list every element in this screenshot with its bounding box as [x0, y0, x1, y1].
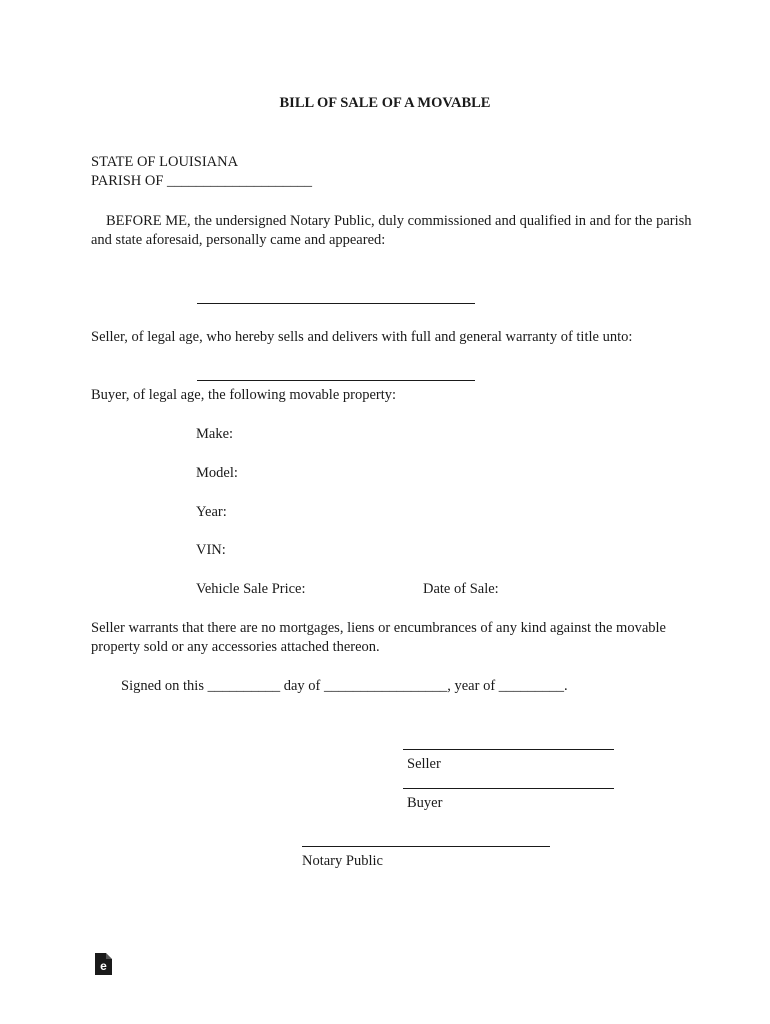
- state-line: STATE OF LOUISIANA: [91, 154, 239, 170]
- date-of-sale-label: Date of Sale:: [423, 581, 499, 597]
- buyer-signature-line[interactable]: [403, 788, 614, 789]
- vehicle-sale-price-label: Vehicle Sale Price:: [196, 581, 306, 597]
- warranty-line-1: Seller warrants that there are no mortgages, liens or encumbrances of any kind against the movable: [91, 620, 666, 636]
- warranty-line-2: property sold or any accessories attached thereon.: [91, 639, 380, 655]
- vin-label: VIN:: [196, 542, 226, 558]
- buyer-text: Buyer, of legal age, the following movable property:: [91, 387, 397, 403]
- document-title: BILL OF SALE OF A MOVABLE: [279, 95, 491, 111]
- make-label: Make:: [196, 426, 234, 442]
- seller-text: Seller, of legal age, who hereby sells and delivers with full and general warranty of title unto:: [91, 329, 633, 345]
- eforms-logo-icon: [95, 953, 112, 975]
- notary-signature-line[interactable]: [302, 846, 550, 847]
- before-me-line-2: and state aforesaid, personally came and appeared:: [91, 232, 386, 248]
- svg-text:e: e: [100, 959, 107, 973]
- model-label: Model:: [196, 465, 238, 481]
- buyer-signature-label: Buyer: [407, 795, 443, 811]
- seller-signature-line[interactable]: [403, 749, 614, 750]
- before-me-line-1: BEFORE ME, the undersigned Notary Public, duly commissioned and qualified in and for the parish: [106, 213, 692, 229]
- notary-signature-label: Notary Public: [302, 853, 383, 869]
- buyer-name-line[interactable]: [197, 380, 475, 381]
- signed-on-line: Signed on this __________ day of _________________, year of _________.: [121, 678, 568, 694]
- year-label: Year:: [196, 504, 227, 520]
- seller-signature-label: Seller: [407, 756, 441, 772]
- seller-name-line[interactable]: [197, 303, 475, 304]
- parish-line: PARISH OF ____________________: [91, 173, 313, 189]
